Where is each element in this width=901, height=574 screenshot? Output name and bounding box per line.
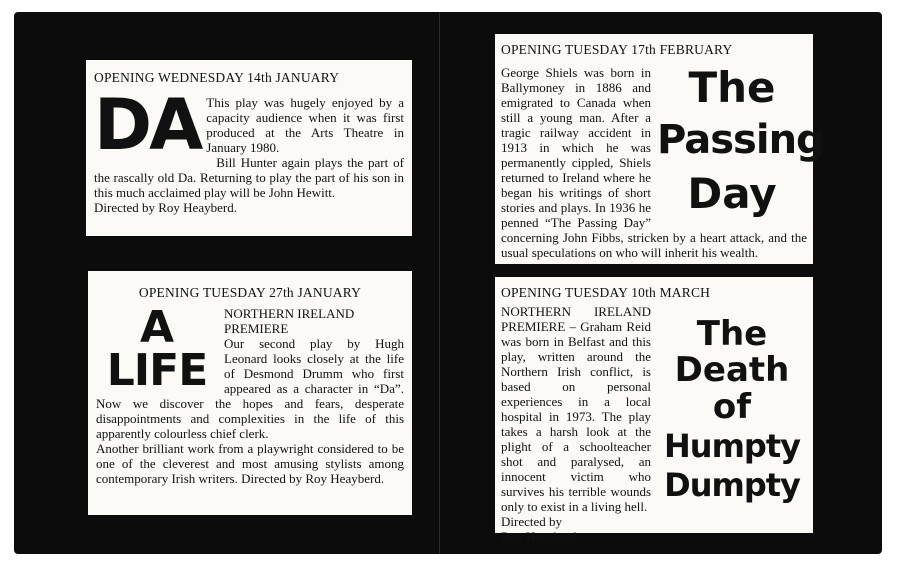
premiere-label: NORTHERN IRELAND PREMIERE <box>224 306 355 336</box>
title-word-passing: Passing <box>657 117 824 163</box>
play-title-da: DA <box>94 84 201 166</box>
opening-date: OPENING TUESDAY 10th MARCH <box>501 285 711 300</box>
director-credit: Directed by <box>501 514 563 529</box>
opening-date: OPENING TUESDAY 17th FEBRUARY <box>501 42 733 57</box>
play-title-a-life <box>96 302 218 396</box>
director-credit: Directed by Roy Heayberd. <box>94 200 237 215</box>
title-word-death: Death <box>674 350 790 390</box>
panel-the-passing-day <box>495 34 824 264</box>
title-word-the: The <box>696 314 768 354</box>
play-description: George Shiels was born in Ballymoney in 1886 and emigrated to Canada when still a young man. After a tragic railway accident in 1913 in which he was permanently cippled, Shiels returned to Ireland where he began his writings of short stories and plays. In 1936 he penned “The Passing Day” concerning John Fibbs, stricken by a heart attack, and the usual speculations on who will inherit his wealth. <box>501 65 807 260</box>
title-word-of: of <box>712 387 752 427</box>
title-article-a: A <box>139 302 175 353</box>
director-name: Roy Heayberd. <box>501 529 580 544</box>
title-word-day: Day <box>687 169 777 218</box>
title-word-humpty: Humpty <box>664 427 800 465</box>
play-description: NORTHERN IRELAND PREMIERE – Graham Reid was born in Belfast and this play, written around the Northern Irish conflict, is based on personal experiences in a local hospital in 1973. The play takes a harsh look at the plight of a schoolteacher shot and paralysed, an innocent victim who survives his terrible wounds only to exist in a living hell. <box>501 304 651 514</box>
panel-a-life <box>88 271 412 515</box>
opening-date: OPENING WEDNESDAY 14th JANUARY <box>94 70 340 85</box>
play-description: Our second play by Hugh Leonard looks closely at the life of Desmond Drumm who first appeared as a character in “Da”. Now we discover the hopes and fears, desperate disappointments and complexities in the life of this apparently colourless chief clerk. <box>96 336 404 441</box>
panel-da <box>86 60 412 236</box>
play-description-author: Another brilliant work from a playwright considered to be one of the cleverest and most amusing stylists among contemporary Irish writers. Directed by Roy Heayberd. <box>96 441 404 486</box>
title-word-life: LIFE <box>106 345 208 396</box>
play-title-the-passing-day <box>657 63 824 219</box>
play-title-death-of-humpty-dumpty <box>657 316 807 504</box>
play-description: This play was hugely enjoyed by a capacity audience when it was first produced at the Arts Theatre in January 1980. <box>206 95 404 155</box>
play-description-cast: Bill Hunter again plays the part of the rascally old Da. Returning to play the part of his son in this much acclaimed play will be John Hewitt. <box>94 155 404 200</box>
title-word-the: The <box>688 63 776 112</box>
centre-fold-line <box>439 12 440 554</box>
opening-date: OPENING TUESDAY 27th JANUARY <box>138 285 362 300</box>
panel-death-of-humpty-dumpty <box>495 277 813 544</box>
title-word-dumpty: Dumpty <box>664 466 800 504</box>
